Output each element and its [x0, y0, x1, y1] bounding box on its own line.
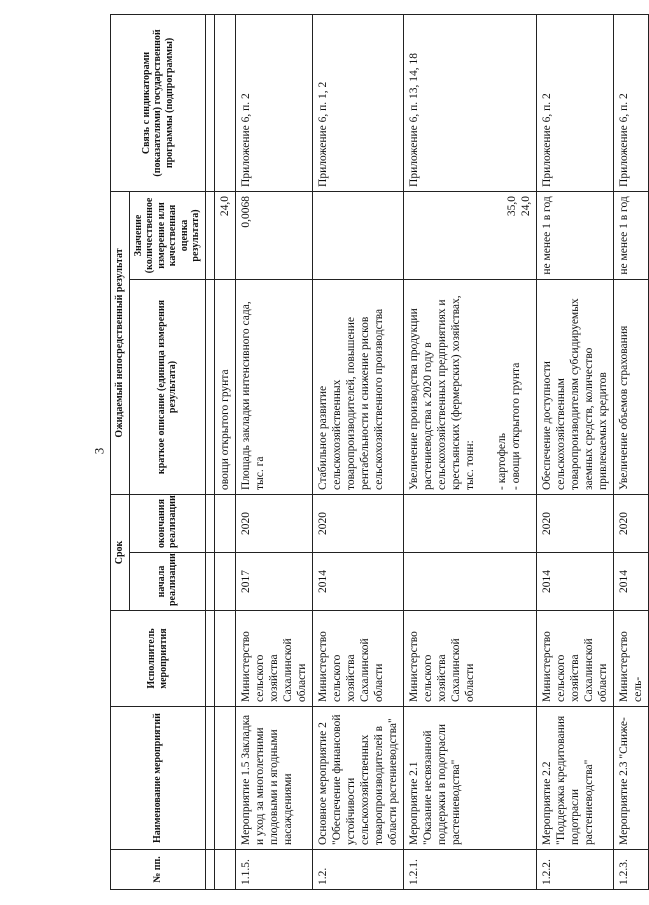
row-value: не менее 1 в год	[536, 191, 613, 279]
header-term-end: окончания реализации	[129, 494, 205, 552]
table-row	[312, 14, 403, 889]
row-value: 0,0068	[235, 191, 312, 279]
row-desc: Площадь закладки интенсивного сада, тыс. га	[235, 279, 312, 494]
row-num	[214, 850, 235, 890]
rotated-sheet	[110, 15, 644, 890]
row-desc: Обеспечение доступности сельскохозяйственным товаропроизводителям субсидируемых заемных средств, количество привлекаемых кредитов	[536, 279, 613, 494]
row-value-cell	[403, 191, 536, 279]
row-start: 2017	[235, 553, 312, 611]
row-executor: Министерство сельского хозяйства Сахалинской области	[312, 611, 403, 707]
header-num: № пп.	[111, 850, 206, 890]
row-end	[214, 494, 235, 552]
row-name: Мероприятие 2.2 "Поддержка кредитования подотрасли растениеводства"	[536, 707, 613, 850]
row-desc-cell	[403, 279, 536, 494]
row-link: Приложение 6, п. 2	[235, 14, 312, 191]
header-row-1	[111, 14, 130, 889]
row-start: 2014	[536, 553, 613, 611]
row-desc: Увеличение производства продукции растениеводства к 2020 году в сельскохозяйственных предприятиях и крестьянских (фермерских) хозяйствах, тыс. тонн:	[407, 295, 476, 490]
row-executor: Министерство сельского хозяйства Сахалинской области	[403, 611, 536, 707]
header-spacer-row	[205, 14, 214, 889]
table-row	[613, 14, 648, 889]
header-executor: Исполнитель мероприятия	[111, 611, 206, 707]
header-result-value: Значение (количественное измерение или качественная оценка результата)	[129, 191, 205, 279]
row-end: 2020	[536, 494, 613, 552]
table-row	[403, 14, 536, 889]
table-wrapper	[110, 15, 644, 890]
row-desc: овощи открытого грунта	[214, 279, 235, 494]
row-num: 1.2.	[312, 850, 403, 890]
header-term-start: начала реализации	[129, 553, 205, 611]
row-desc-item: - овощи открытого грунта	[509, 362, 522, 490]
row-num: 1.2.3.	[613, 850, 648, 890]
row-name: Основное мероприятие 2 "Обеспечение финансовой устойчивости сельскохозяйственных товаропроизводителей в области растениеводства"	[312, 707, 403, 850]
row-value-item: 35,0	[505, 195, 518, 217]
row-start: 2014	[613, 553, 648, 611]
header-term: Срок	[111, 494, 130, 610]
table-row	[214, 14, 235, 889]
row-link	[214, 14, 235, 191]
header-name: Наименование мероприятий	[111, 707, 206, 850]
table-row	[536, 14, 613, 889]
table-row	[235, 14, 312, 889]
row-name: Мероприятие 1.5 Закладка и уход за многолетними плодовыми и ягодными насаждениями	[235, 707, 312, 850]
row-num: 1.2.2.	[536, 850, 613, 890]
row-start	[214, 553, 235, 611]
header-result: Ожидаемый непосредственный результат	[111, 191, 130, 494]
row-desc: Стабильное развитие сельскохозяйственных товаропроизводителей, повышение рентабельности и снижение рисков сельскохозяйственного производства	[312, 279, 403, 494]
row-name: Мероприятие 2.1 "Оказание несвязанной поддержки в подотрасли растениеводства"	[403, 707, 536, 850]
row-end	[403, 494, 536, 552]
row-end: 2020	[235, 494, 312, 552]
row-end: 2020	[312, 494, 403, 552]
row-start	[403, 553, 536, 611]
measures-table	[110, 14, 649, 890]
row-value-item: 24,0	[519, 195, 532, 217]
row-num: 1.2.1.	[403, 850, 536, 890]
row-start: 2014	[312, 553, 403, 611]
row-end: 2020	[613, 494, 648, 552]
row-link: Приложение 6, п. 2	[613, 14, 648, 191]
row-value: 24,0	[214, 191, 235, 279]
page-number: 3	[91, 447, 107, 455]
row-value: не менее 1 в год	[613, 191, 648, 279]
header-result-desc: краткое описание (единица измерения результата)	[129, 279, 205, 494]
row-num: 1.1.5.	[235, 850, 312, 890]
row-executor: Министерство сельского хозяйства Сахалинской области	[235, 611, 312, 707]
row-desc-item: - картофель	[495, 433, 508, 490]
row-executor	[214, 611, 235, 707]
row-executor: Министерство сельского хозяйства Сахалинской области	[536, 611, 613, 707]
row-value	[312, 191, 403, 279]
row-executor: Министерство сель-	[613, 611, 648, 707]
row-link: Приложение 6, п. 2	[536, 14, 613, 191]
row-name	[214, 707, 235, 850]
header-link: Связь с индикаторами (показателями) государственной программы (подпрограммы)	[111, 14, 206, 191]
row-link: Приложение 6, п. 1, 2	[312, 14, 403, 191]
row-link: Приложение 6, п. 13, 14, 18	[403, 14, 536, 191]
row-desc: Увеличение объемов страхования	[613, 279, 648, 494]
row-name: Мероприятие 2.3 "Сниже-	[613, 707, 648, 850]
